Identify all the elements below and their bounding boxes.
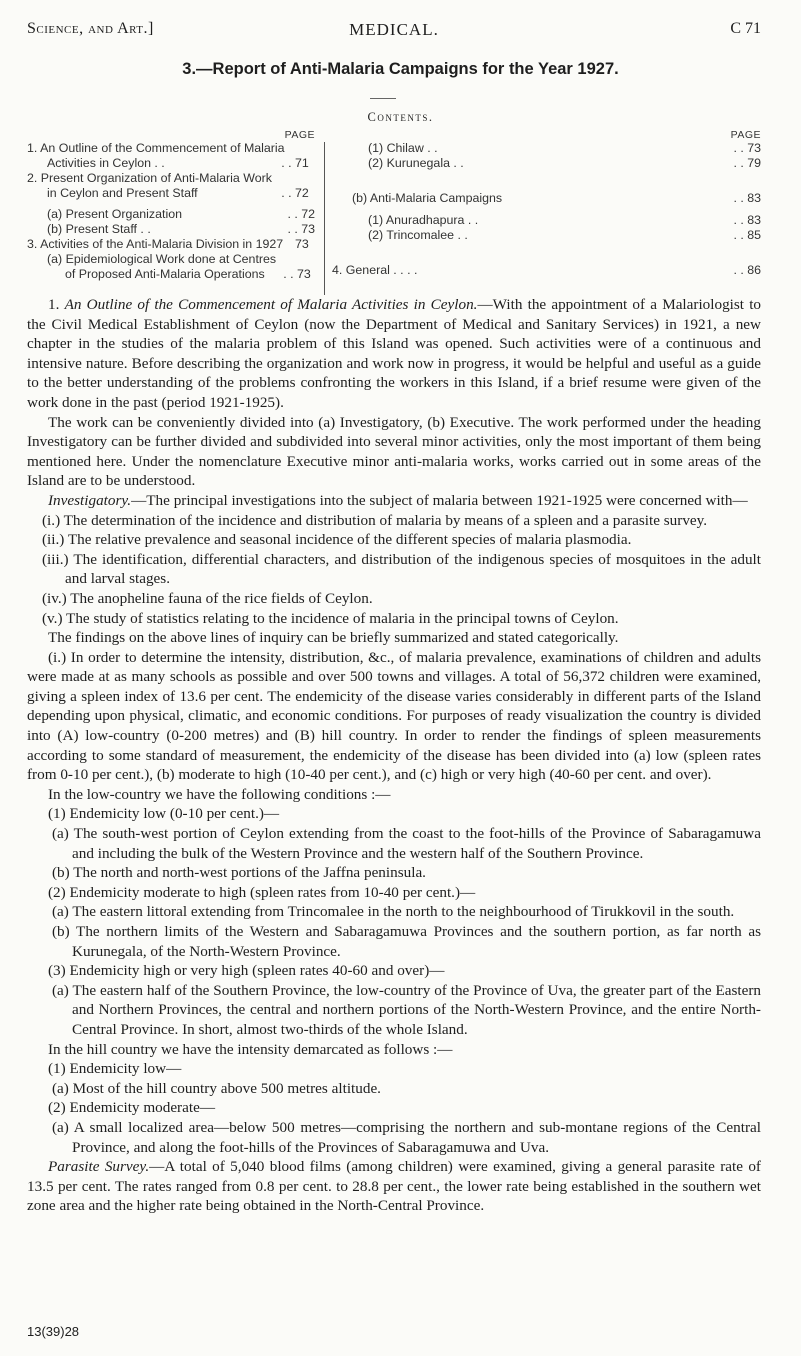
running-head	[27, 20, 761, 44]
paragraph: (i.) In order to determine the intensity, distribution, &c., of malaria prevalence, examinations of children and adults were made at as many schools as possible and over 500 towns and villages. A total of 56,372 children were examined, giving a spleen index of 13.6 per cent. The endemicity of the disease varies considerably in different parts of the Island depending upon physical, climatic, and economic conditions. For purposes of ready visualization the country is divided into (A) low-country (0-200 metres) and (B) hill country. In order to render the findings of spleen measurements according to some standard of measurement, the endemicity of the disease has been divided into (a) low (spleen rates from 0-10 per cent.), (b) moderate to high (10-40 per cent.), and (c) high or very high (40-60 per cent. and over).	[27, 648, 761, 784]
subsection-title: Investigatory.	[48, 491, 132, 509]
toc-divider	[324, 142, 325, 295]
toc-entry: (2) Kurunegala . . . . 79	[368, 156, 761, 170]
list-item: (iii.) The identification, differential characters, and distribution of the indigenous species of mosquitoes in the adult and larval stages.	[42, 550, 761, 588]
list-item: (a) A small localized area—below 500 metres—comprising the northern and sub-montane regions of the Central Province, and along the foot-hills of the Provinces of Sabaragamuwa and Uva.	[52, 1118, 761, 1156]
toc-entry: (a) Epidemiological Work done at Centres of Proposed Anti-Malaria Operations . . 73	[47, 252, 311, 281]
toc-page-label: PAGE	[730, 129, 761, 141]
toc-entry: (b) Anti-Malaria Campaigns . . 83	[352, 191, 761, 205]
toc-entry: 2. Present Organization of Anti-Malaria Work in Ceylon and Present Staff . . 72	[27, 171, 309, 200]
print-code: 13(39)28	[27, 1324, 80, 1339]
report-body	[27, 295, 761, 1216]
toc-entry: (2) Trincomalee . . . . 85	[368, 228, 761, 242]
list-item: (a) Most of the hill country above 500 metres altitude.	[52, 1079, 381, 1097]
list-item: (2) Endemicity moderate—	[48, 1099, 216, 1117]
list-item: (2) Endemicity moderate to high (spleen rates from 10-40 per cent.)—	[48, 883, 476, 901]
toc-entry: 1. An Outline of the Commencement of Malaria Activities in Ceylon . . . . 71	[27, 141, 309, 170]
paragraph: The findings on the above lines of inquiry can be briefly summarized and stated categorically.	[48, 629, 619, 647]
list-item: (iv.) The anopheline fauna of the rice fields of Ceylon.	[42, 589, 373, 607]
paragraph-outline: 1. An Outline of the Commencement of Malaria Activities in Ceylon.—With the appointment of a Malariologist to the Civil Medical Establishment of Ceylon (now the Department of Medical and Sanitary Services) in 1921, a new chapter in the studies of the malaria problem of this Island was opened. Such activities were of a continuous and intensive nature. Before describing the organization and work now in progress, it would be helpful and useful as a guide to the better understanding of the problems confronting the workers in this Island, if a brief resume were given of the work done in the past (period 1921-1925).	[27, 296, 762, 411]
list-item: (i.) The determination of the incidence and distribution of malaria by means of a spleen and a parasite survey.	[42, 511, 708, 529]
list-item: (a) The eastern half of the Southern Province, the low-country of the Province of Uva, the greater part of the Eastern and Northern Provinces, the central and northern portions of the North-Western Province, and the entire North-Central Province. In short, almost two-thirds of the whole Island.	[52, 981, 761, 1038]
running-head-center: MEDICAL.	[349, 20, 439, 39]
paragraph-parasite-survey: Parasite Survey.—A total of 5,040 blood films (among children) were examined, giving a general parasite rate of 13.5 per cent. The rates ranged from 0.8 per cent. to 28.8 per cent., the lower rate being established in the southern wet zone area and the higher rate being obtained in the North-Central Province.	[27, 1158, 761, 1215]
list-item: (ii.) The relative prevalence and seasonal incidence of the different species of malaria plasmodia.	[42, 531, 632, 549]
contents-heading: Contents.	[367, 110, 434, 124]
list-item: (b) The northern limits of the Western and Sabaragamuwa Provinces and the southern portion, as far north as Kurunegala, of the North-Western Province.	[52, 923, 761, 960]
list-item: (3) Endemicity high or very high (spleen rates 40-60 and over)—	[48, 962, 445, 980]
toc-entry: 3. Activities of the Anti-Malaria Division in 1927 73	[27, 237, 309, 251]
toc-right-column	[332, 128, 761, 278]
list-item: (a) The eastern littoral extending from Trincomalee in the north to the neighbourhood of Tirukkovil in the south.	[52, 903, 735, 921]
paragraph: In the hill country we have the intensity demarcated as follows :—	[48, 1040, 453, 1058]
page-number: C 71	[730, 20, 761, 37]
toc-entry: 4. General . . . . . . 86	[332, 263, 761, 277]
toc-left-column	[27, 128, 315, 282]
list-item: (b) The north and north-west portions of the Jaffna peninsula.	[52, 864, 426, 882]
table-of-contents	[27, 128, 761, 293]
report-title: 3.—Report of Anti-Malaria Campaigns for the Year 1927.	[182, 60, 619, 78]
toc-entry: (b) Present Staff . . . . 73	[47, 222, 315, 236]
toc-entry: (1) Anuradhapura . . . . 83	[368, 213, 761, 227]
list-item: (1) Endemicity low (0-10 per cent.)—	[48, 805, 280, 823]
toc-entry: (1) Chilaw . . . . 73	[368, 141, 761, 155]
paragraph: In the low-country we have the following conditions :—	[48, 785, 391, 803]
paragraph: The work can be conveniently divided into (a) Investigatory, (b) Executive. The work performed under the heading Investigatory can be further divided and subdivided into several minor activities, only the most important of them being mentioned here. Under the nomenclature Executive minor anti-malaria works, works carried out in some areas of the Island are to be understood.	[27, 413, 761, 490]
section-title: An Outline of the Commencement of Malaria Activities in Ceylon.	[64, 296, 478, 313]
running-head-left: Science, and Art.]	[27, 20, 154, 37]
toc-entry: (a) Present Organization . . 72	[47, 207, 315, 221]
title-rule	[370, 98, 396, 99]
list-item: (v.) The study of statistics relating to the incidence of malaria in the principal towns of Ceylon.	[42, 609, 619, 627]
toc-page-label: PAGE	[284, 129, 315, 141]
list-item: (a) The south-west portion of Ceylon extending from the coast to the foot-hills of the Province of Sabaragamuwa and including the bulk of the Western Province and the western half of the Southern Province.	[52, 825, 761, 862]
paragraph-investigatory: Investigatory.—The principal investigations into the subject of malaria between 1921-1925 were concerned with—	[48, 491, 748, 509]
list-item: (1) Endemicity low—	[48, 1060, 182, 1078]
subsection-title: Parasite Survey.	[48, 1158, 150, 1176]
